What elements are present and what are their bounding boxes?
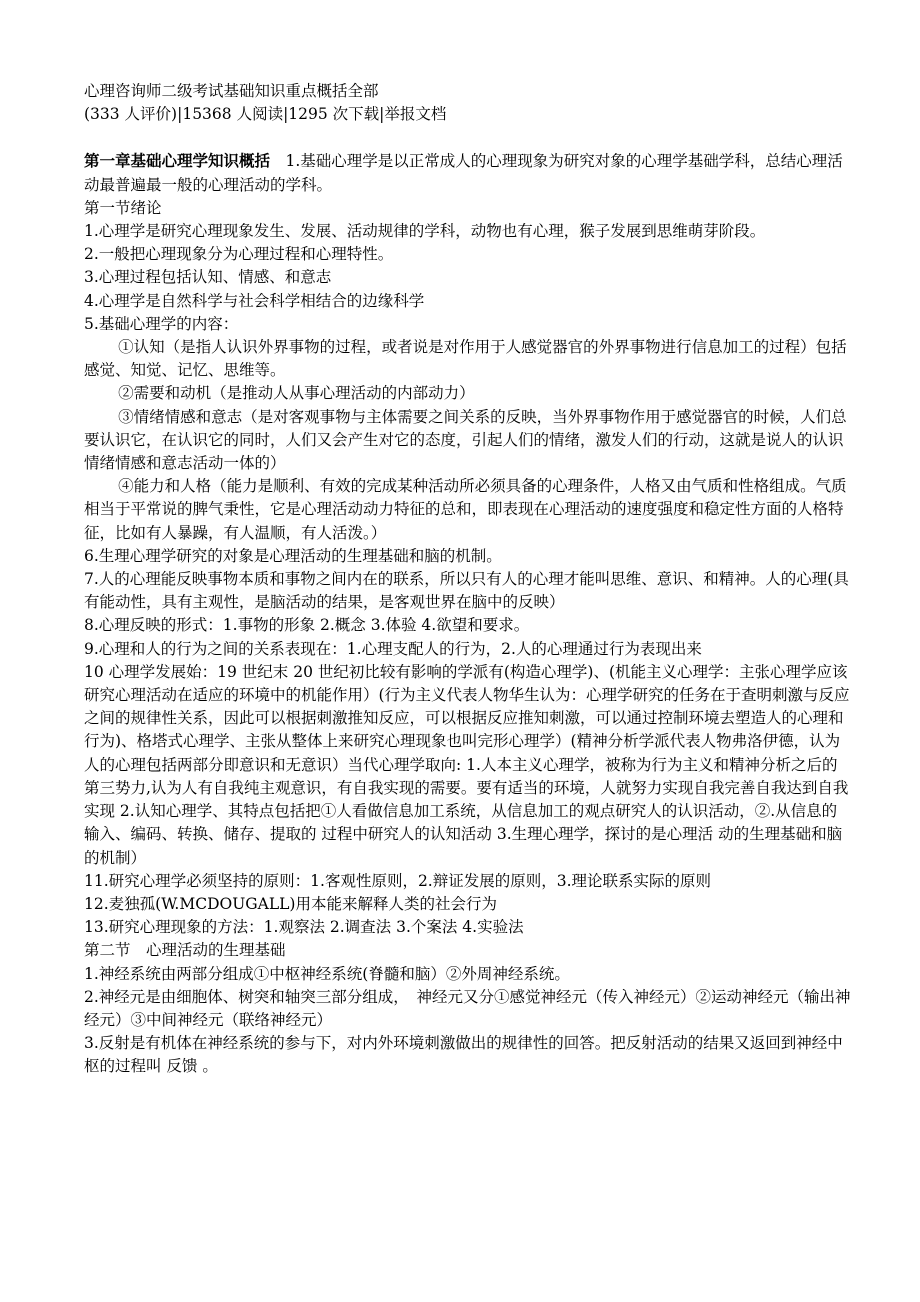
paragraph-10: 10 心理学发展始：19 世纪末 20 世纪初比较有影响的学派有(构造心理学)、(机能主义心理学：主张心理学应该研究心理活动在适应的环境中的机能作用）(行为主义代表人物华生认为：心理学研究的任务在于查明刺激与反应之间的规律性关系，因此可以根据刺激推知反应，可以根据反应推知刺激，可以通过控制环境去塑造人的心理和行为)、格塔式心理学、主张从整体上来研究心理现象也叫完形心理学）(精神分析学派代表人物弗洛伊德，认为人的心理包括两部分即意识和无意识）当代心理学取向: 1.人本主义心理学，被称为行为主义和精神分析之后的第三势力,认为人有自我纯主观意识，有自我实现的需要。要有适当的环境，人就努力实现自我完善自我达到自我实现 2.认知心理学、其特点包括把①人看做信息加工系统，从信息加工的观点研究人的认识活动，②.从信息的输入、编码、转换、储存、提取的 过程中研究人的认知活动 3.生理心理学，探讨的是心理活 动的生理基础和脑的机制） bbox=[84, 662, 850, 867]
paragraph-8: 8.心理反映的形式：1.事物的形象 2.概念 3.体验 4.欲望和要求。 bbox=[84, 616, 530, 635]
paragraph-11: 11.研究心理学必须坚持的原则：1.客观性原则，2.辩证发展的原则，3.理论联系实际的原则 bbox=[84, 871, 712, 890]
paragraph-12: 12.麦独孤(W.MCDOUGALL)用本能来解释人类的社会行为 bbox=[84, 894, 497, 913]
section-heading-2: 第二节 心理活动的生理基础 bbox=[84, 941, 286, 960]
document-meta: (333 人评价)|15368 人阅读|1295 次下载|举报文档 bbox=[84, 105, 447, 124]
section-heading-1: 第一节绪论 bbox=[84, 198, 162, 217]
section2-paragraph-3: 3.反射是有机体在神经系统的参与下，对内外环境刺激做出的规律性的回答。把反射活动的结果又返回到神经中枢的过程叫 反馈 。 bbox=[84, 1034, 843, 1076]
section2-paragraph-1: 1.神经系统由两部分组成①中枢神经系统(脊髓和脑）②外周神经系统。 bbox=[84, 964, 570, 983]
paragraph-6: 6.生理心理学研究的对象是心理活动的生理基础和脑的机制。 bbox=[84, 546, 502, 565]
section2-paragraph-2: 2.神经元是由细胞体、树突和轴突三部分组成， 神经元又分①感觉神经元（传入神经元）②运动神经元（输出神经元）③中间神经元（联络神经元） bbox=[84, 987, 851, 1029]
paragraph-5c: ③情绪情感和意志（是对客观事物与主体需要之间关系的反映，当外界事物作用于感觉器官的时候，人们总要认识它，在认识它的同时，人们又会产生对它的态度，引起人们的情绪，激发人们的行动，这就是说人的认识情绪情感和意志活动一体的） bbox=[84, 407, 847, 473]
paragraph-7: 7.人的心理能反映事物本质和事物之间内在的联系，所以只有人的心理才能叫思维、意识、和精神。人的心理(具有能动性，具有主观性，是脑活动的结果，是客观世界在脑中的反映） bbox=[84, 570, 849, 612]
paragraph-5a: ①认知（是指人认识外界事物的过程，或者说是对作用于人感觉器官的外界事物进行信息加工的过程）包括感觉、知觉、记忆、思维等。 bbox=[84, 338, 847, 380]
paragraph-2: 2.一般把心理现象分为心理过程和心理特性。 bbox=[84, 245, 394, 264]
paragraph-5d: ④能力和人格（能力是顺利、有效的完成某种活动所必须具备的心理条件，人格又由气质和性格组成。气质相当于平常说的脾气秉性，它是心理活动动力特征的总和，即表现在心理活动的速度强度和稳定性方面的人格特征，比如有人暴躁，有人温顺，有人活泼。） bbox=[84, 477, 847, 542]
document-title: 心理咨询师二级考试基础知识重点概括全部 bbox=[84, 82, 379, 100]
paragraph-4: 4.心理学是自然科学与社会科学相结合的边缘科学 bbox=[84, 291, 425, 310]
paragraph-5b: ②需要和动机（是推动人从事心理活动的内部动力） bbox=[118, 384, 475, 403]
paragraph-3: 3.心理过程包括认知、情感、和意志 bbox=[84, 268, 332, 287]
document-page bbox=[84, 80, 852, 1079]
spacer bbox=[84, 126, 852, 149]
chapter-paragraph bbox=[84, 149, 852, 196]
chapter-intro: 1.基础心理学是以正常成人的心理现象为研究对象的心理学基础学科，总结心理活动最普遍最一般的心理活动的学科。 bbox=[84, 152, 843, 194]
chapter-heading: 第一章基础心理学知识概括 bbox=[84, 151, 271, 171]
paragraph-5: 5.基础心理学的内容： bbox=[84, 314, 239, 333]
paragraph-1: 1.心理学是研究心理现象发生、发展、活动规律的学科，动物也有心理，猴子发展到思维萌芽阶段。 bbox=[84, 222, 766, 241]
paragraph-13: 13.研究心理现象的方法：1.观察法 2.调查法 3.个案法 4.实验法 bbox=[84, 918, 524, 937]
paragraph-9: 9.心理和人的行为之间的关系表现在：1.心理支配人的行为，2.人的心理通过行为表现出来 bbox=[84, 639, 702, 658]
